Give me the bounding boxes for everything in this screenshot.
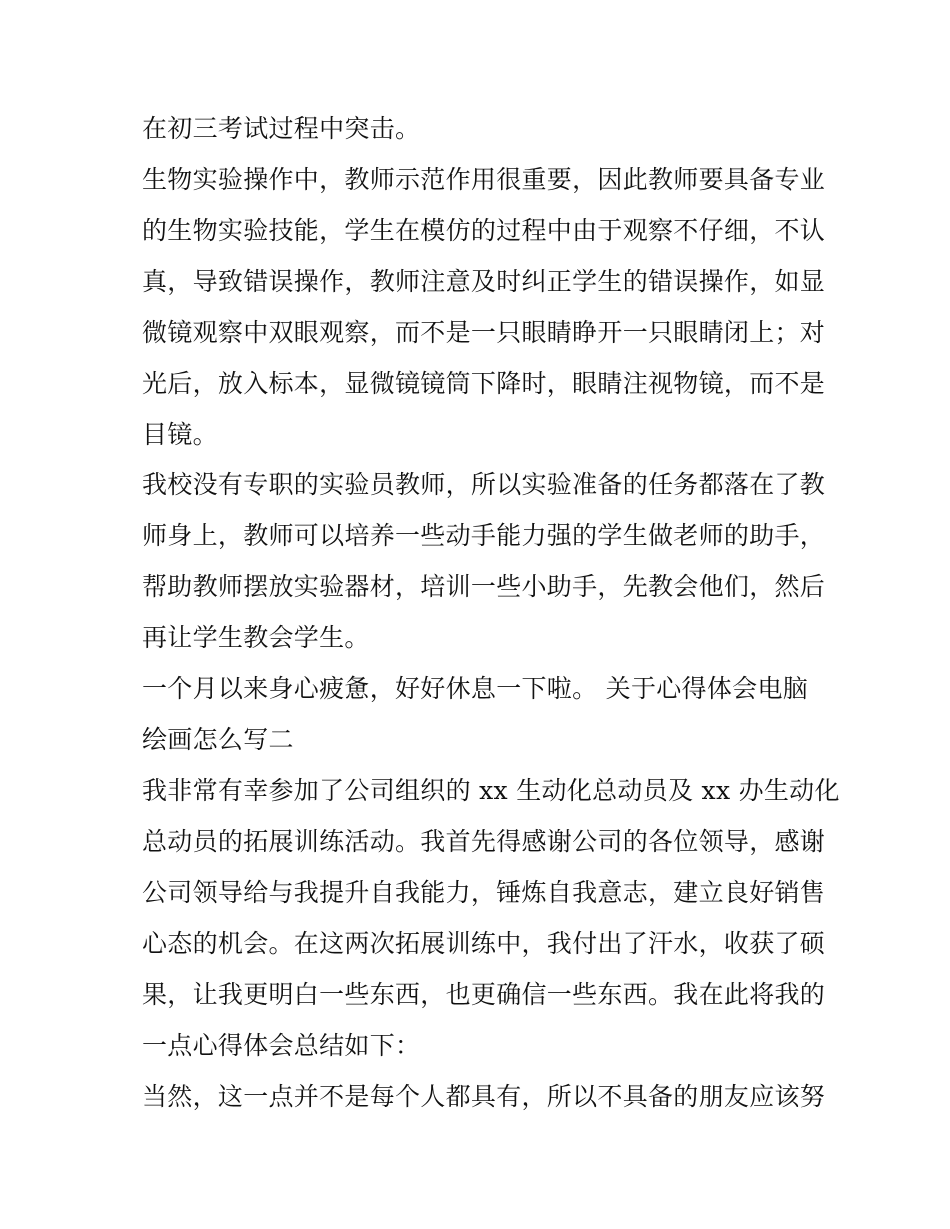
text-line: 我非常有幸参加了公司组织的 xx 生动化总动员及 xx 办生动化 [142, 776, 840, 805]
text-line: 目镜。 [142, 420, 218, 449]
text-line: 光后，放入标本，显微镜镜筒下降时，眼睛注视物镜，而不是 [142, 369, 826, 398]
text-line: 真，导致错误操作，教师注意及时纠正学生的错误操作，如显 [142, 267, 826, 296]
text-line: 果，让我更明白一些东西，也更确信一些东西。我在此将我的 [142, 980, 826, 1009]
text-line: 一点心得体会总结如下： [142, 1031, 421, 1060]
text-line: 帮助教师摆放实验器材，培训一些小助手，先教会他们，然后 [142, 572, 826, 601]
text-line: 总动员的拓展训练活动。我首先得感谢公司的各位领导，感谢 [142, 827, 826, 856]
text-line: 绘画怎么写二 [142, 725, 294, 754]
text-line: 我校没有专职的实验员教师，所以实验准备的任务都落在了教 [142, 470, 826, 499]
text-line: 生物实验操作中，教师示范作用很重要，因此教师要具备专业 [142, 165, 826, 194]
text-line: 一个月以来身心疲惫，好好休息一下啦。 关于心得体会电脑 [142, 674, 809, 703]
text-line: 当然，这一点并不是每个人都具有，所以不具备的朋友应该努 [142, 1082, 826, 1111]
text-line: 在初三考试过程中突击。 [142, 114, 421, 143]
text-line: 师身上，教师可以培养一些动手能力强的学生做老师的助手， [142, 521, 826, 550]
text-line: 公司领导给与我提升自我能力，锤炼自我意志，建立良好销售 [142, 878, 826, 907]
text-line: 的生物实验技能，学生在模仿的过程中由于观察不仔细，不认 [142, 216, 826, 245]
text-line: 再让学生教会学生。 [142, 623, 370, 652]
text-line: 微镜观察中双眼观察，而不是一只眼睛睁开一只眼睛闭上；对 [142, 318, 826, 347]
text-line: 心态的机会。在这两次拓展训练中，我付出了汗水，收获了硕 [142, 929, 826, 958]
